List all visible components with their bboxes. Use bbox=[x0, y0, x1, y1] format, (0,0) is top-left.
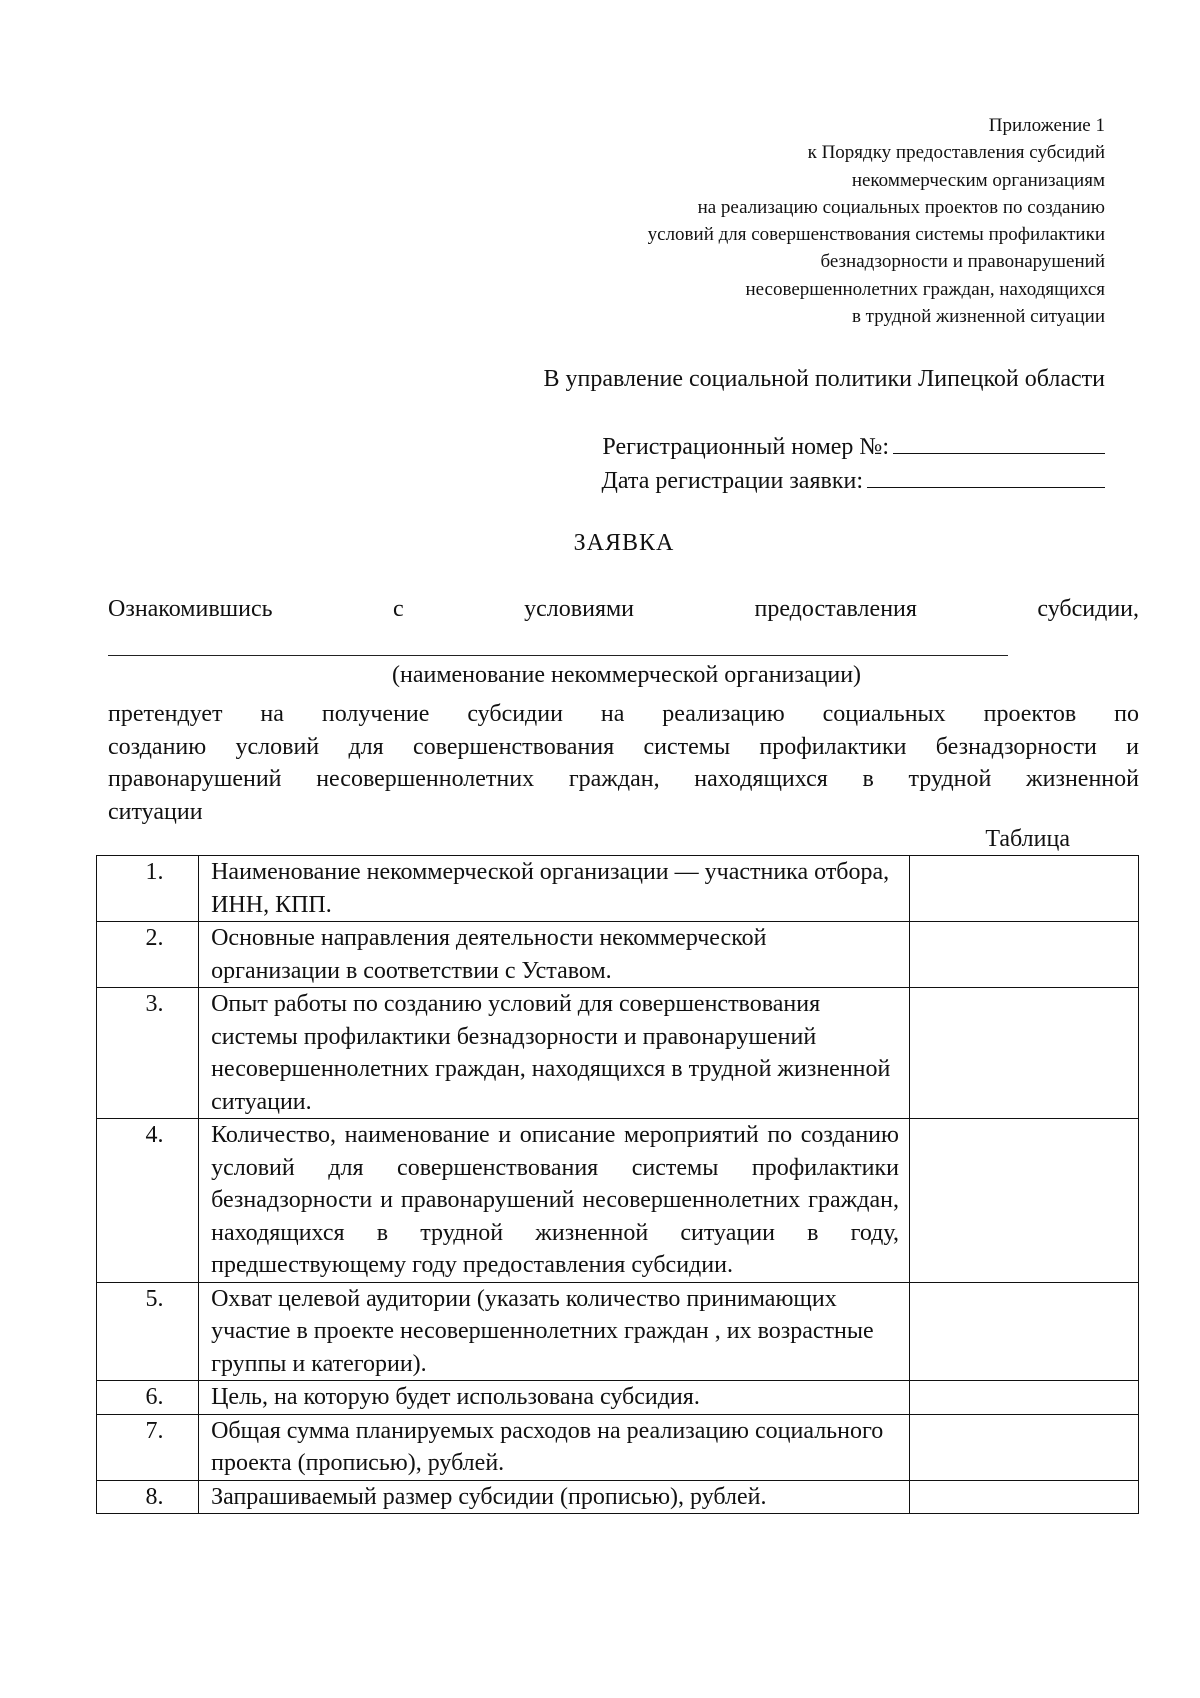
annex-line: безнадзорности и правонарушений bbox=[820, 251, 1105, 273]
organization-name-caption: (наименование некоммерческой организации) bbox=[392, 662, 862, 688]
body-line: созданию условий для совершенствования системы профилактики безнадзорности и bbox=[108, 733, 1139, 760]
document-title: ЗАЯВКА bbox=[573, 530, 675, 556]
registration-number-field[interactable] bbox=[893, 431, 1105, 454]
annex-line: к Порядку предоставления субсидий bbox=[807, 142, 1105, 164]
table-row bbox=[97, 1381, 1139, 1415]
intro-word: с bbox=[393, 596, 404, 622]
row-description: Цель, на которую будет использована субсидия. bbox=[199, 1381, 910, 1415]
organization-name-field[interactable] bbox=[108, 655, 1008, 656]
body-line: правонарушений несовершеннолетних граждан, находящихся в трудной жизненной bbox=[108, 766, 1139, 792]
row-value-cell[interactable] bbox=[909, 1414, 1138, 1480]
row-description: Запрашиваемый размер субсидии (прописью), рублей. bbox=[199, 1480, 910, 1514]
annex-line: в трудной жизненной ситуации bbox=[851, 306, 1105, 328]
row-number: 8. bbox=[97, 1480, 199, 1514]
table-row bbox=[97, 1414, 1139, 1480]
body-line: ситуации bbox=[108, 798, 203, 825]
table-row bbox=[97, 922, 1139, 988]
registration-number-row bbox=[602, 430, 1105, 464]
intro-word: предоставления bbox=[754, 596, 917, 622]
annex-header bbox=[648, 112, 1105, 330]
row-number: 5. bbox=[97, 1282, 199, 1381]
row-value-cell[interactable] bbox=[909, 1119, 1138, 1283]
row-description: Общая сумма планируемых расходов на реализацию социального проекта (прописью), рублей. bbox=[199, 1414, 910, 1480]
row-description: Охват целевой аудитории (указать количество принимающих участие в проекте несовершеннолетних граждан , их возрастные группы и категории). bbox=[199, 1282, 910, 1381]
intro-word: условиями bbox=[524, 596, 635, 622]
table-row bbox=[97, 988, 1139, 1119]
table-row bbox=[97, 1480, 1139, 1514]
body-line: претендует на получение субсидии на реализацию социальных проектов по bbox=[108, 701, 1139, 727]
registration-block bbox=[602, 430, 1105, 498]
annex-line: условий для совершенствования системы профилактики bbox=[647, 224, 1105, 246]
row-number: 1. bbox=[97, 856, 199, 922]
registration-date-field[interactable] bbox=[867, 465, 1105, 488]
row-number: 4. bbox=[97, 1119, 199, 1283]
row-description: Основные направления деятельности некоммерческой организации в соответствии с Уставом. bbox=[199, 922, 910, 988]
registration-date-label: Дата регистрации заявки: bbox=[601, 468, 863, 494]
row-description: Опыт работы по созданию условий для совершенствования системы профилактики безнадзорности и правонарушений несовершеннолетних граждан, находящихся в трудной жизненной ситуации. bbox=[199, 988, 910, 1119]
row-value-cell[interactable] bbox=[909, 856, 1138, 922]
intro-word: субсидии, bbox=[1037, 596, 1139, 622]
row-value-cell[interactable] bbox=[909, 1381, 1138, 1415]
table-caption: Таблица bbox=[985, 826, 1070, 852]
row-value-cell[interactable] bbox=[909, 1480, 1138, 1514]
annex-line: на реализацию социальных проектов по созданию bbox=[697, 196, 1105, 218]
intro-word: Ознакомившись bbox=[108, 596, 273, 622]
body-paragraph bbox=[108, 698, 1139, 828]
annex-line: несовершеннолетних граждан, находящихся bbox=[745, 278, 1105, 300]
annex-line: некоммерческим организациям bbox=[851, 169, 1105, 191]
row-number: 6. bbox=[97, 1381, 199, 1415]
intro-line bbox=[108, 596, 1139, 623]
addressee: В управление социальной политики Липецкой области bbox=[543, 366, 1105, 392]
row-value-cell[interactable] bbox=[909, 1282, 1138, 1381]
row-number: 3. bbox=[97, 988, 199, 1119]
application-table bbox=[96, 855, 1139, 1514]
annex-line: Приложение 1 bbox=[988, 115, 1105, 136]
row-description: Количество, наименование и описание мероприятий по созданию условий для совершенствования системы профилактики безнадзорности и правонарушений несовершеннолетних граждан, находящихся в трудной жизненной ситуации в году, предшествующему году предоставления субсидии. bbox=[199, 1119, 910, 1283]
row-description: Наименование некоммерческой организации — участника отбора, ИНН, КПП. bbox=[199, 856, 910, 922]
table-row bbox=[97, 1119, 1139, 1283]
table-row bbox=[97, 856, 1139, 922]
registration-date-row bbox=[602, 464, 1105, 498]
row-number: 7. bbox=[97, 1414, 199, 1480]
row-number: 2. bbox=[97, 922, 199, 988]
row-value-cell[interactable] bbox=[909, 988, 1138, 1119]
row-value-cell[interactable] bbox=[909, 922, 1138, 988]
table-row bbox=[97, 1282, 1139, 1381]
registration-number-label: Регистрационный номер №: bbox=[602, 434, 889, 460]
